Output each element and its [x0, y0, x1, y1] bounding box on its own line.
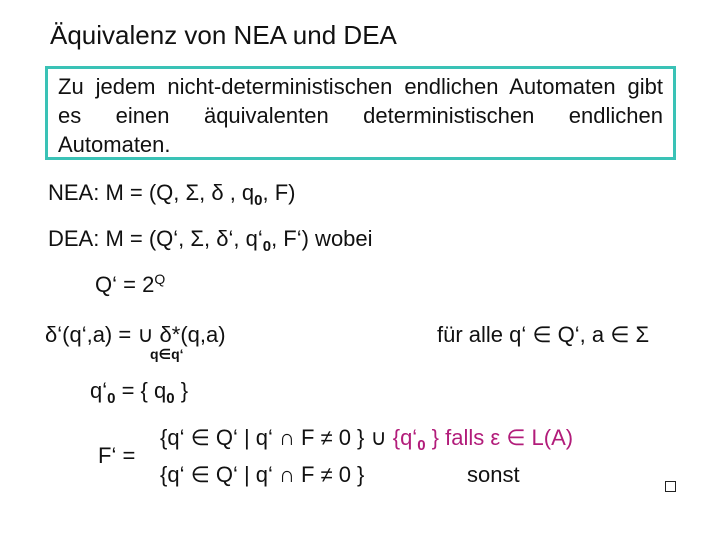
qed-square-icon — [665, 481, 676, 492]
q0-prime-close: } — [174, 378, 189, 403]
nea-suffix: , F) — [262, 180, 296, 205]
dea-subscript: 0 — [262, 238, 272, 255]
dea-prefix: DEA: M = (Q‘, Σ, δ‘, q‘ — [48, 226, 263, 251]
delta-prime-expression: δ‘(q‘,a) = ∪ δ*(q,a) — [45, 322, 226, 347]
nea-subscript: 0 — [254, 192, 263, 209]
f-case1-highlight — [392, 425, 574, 454]
theorem-box — [45, 66, 676, 160]
delta-prime-definition — [45, 322, 226, 348]
q0-prime-lhs: q‘ — [90, 378, 108, 403]
union-index: q∈q‘ — [150, 346, 184, 362]
delta-prime-condition: für alle q‘ ∈ Q‘, a ∈ Σ — [437, 322, 650, 347]
f-case1-highlight-suffix: } falls ε ∈ L(A) — [425, 425, 574, 450]
f-prime-case-2: {q‘ ∈ Q‘ | q‘ ∩ F ≠ 0 } — [160, 462, 365, 487]
q0-rhs-subscript: 0 — [166, 390, 175, 407]
nea-definition — [48, 180, 296, 209]
q0-prime-lhs-subscript: 0 — [107, 390, 116, 407]
q0-prime-definition — [90, 378, 189, 407]
page-title: Äquivalenz von NEA und DEA — [50, 20, 397, 50]
dea-suffix: , F‘) wobei — [271, 226, 373, 251]
f-case1-main: {q‘ ∈ Q‘ | q‘ ∩ F ≠ 0 } ∪ — [160, 425, 393, 450]
f-case1-highlight-subscript: 0 — [417, 437, 426, 454]
q-prime-definition — [95, 272, 165, 298]
q-prime-power: Q — [154, 271, 166, 287]
dea-definition — [48, 226, 373, 255]
f-prime-case-1 — [160, 425, 574, 454]
f-prime-case-2-condition: sonst — [467, 462, 520, 487]
theorem-text: Zu jedem nicht-deterministischen endlichen Automaten gibt es einen äquivalenten deterministischen endlichen Automaten. — [58, 74, 663, 157]
f-case1-highlight-prefix: {q‘ — [392, 425, 418, 450]
q-prime-lhs: Q‘ = 2 — [95, 272, 155, 297]
nea-prefix: NEA: M = (Q, Σ, δ , q — [48, 180, 255, 205]
q0-prime-rhs: = { q — [115, 378, 167, 403]
f-prime-lhs: F‘ = — [98, 443, 136, 468]
